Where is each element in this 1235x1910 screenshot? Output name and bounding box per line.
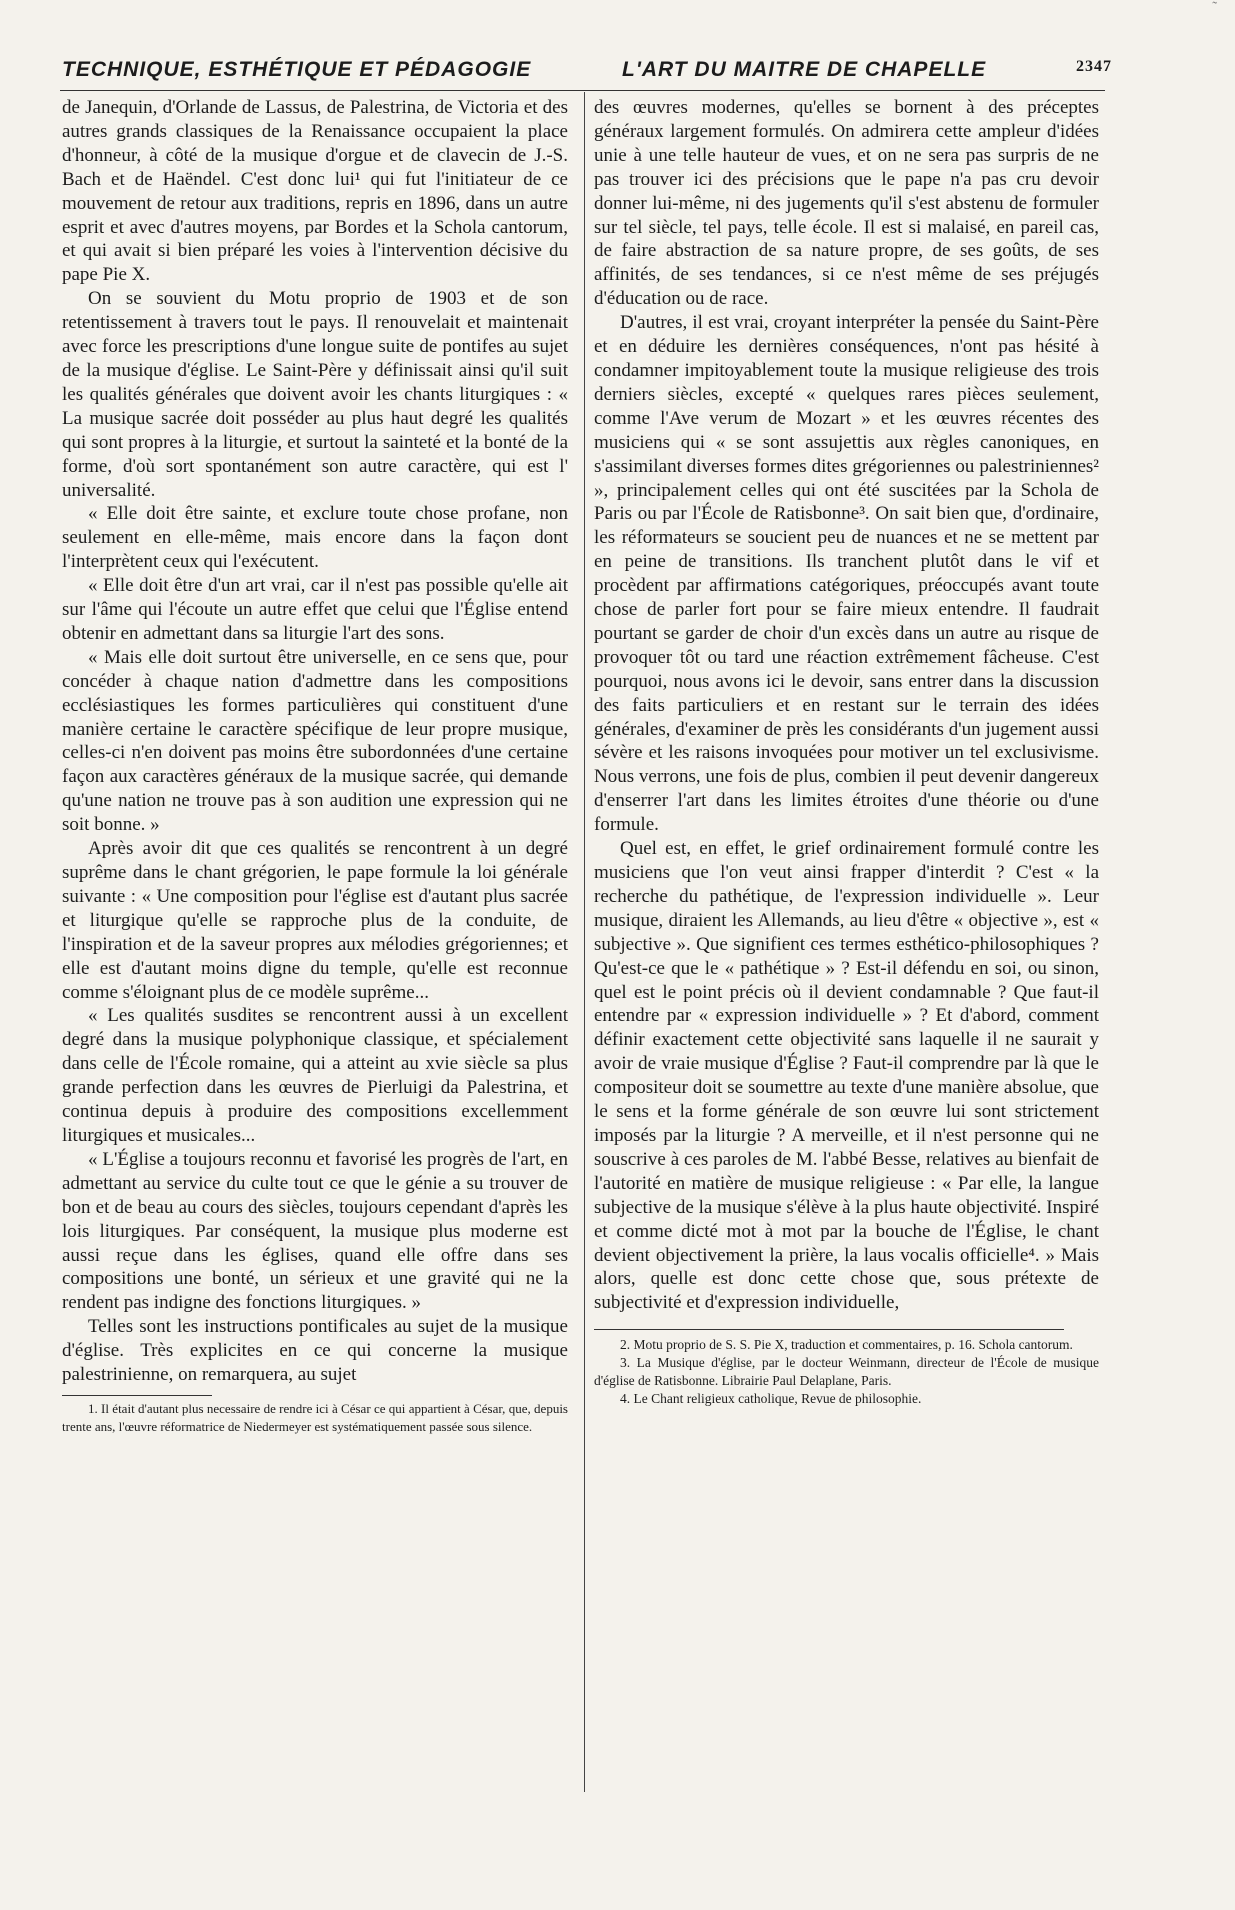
footnote: 3. La Musique d'église, par le docteur Weinmann, directeur de l'École de musique d'église de Ratisbonne. Librairie Paul Delaplane, Paris. bbox=[594, 1355, 1099, 1389]
corner-mark: ˜ bbox=[1212, 0, 1217, 15]
left-column bbox=[62, 96, 568, 1436]
footnote-rule bbox=[594, 1329, 1064, 1330]
footnote: 1. Il était d'autant plus necessaire de rendre ici à César ce qui appartient à César, que, depuis trente ans, l'œuvre réformatrice de Niedermeyer est systématiquement passée sous silence. bbox=[62, 1400, 568, 1434]
header-left-title: TECHNIQUE, ESTHÉTIQUE ET PÉDAGOGIE bbox=[62, 58, 532, 81]
paragraph: « Mais elle doit surtout être universelle, en ce sens que, pour concéder à chaque nation d'admettre dans les compositions ecclésiastiques les formes particulières qui constituent d'une manière certaine le caractère spécifique de leur propre musique, celles-ci n'en doivent pas moins être subordonnées d'une certaine façon aux caractères généraux de la musique sacrée, qui demande qu'une nation ne trouve pas à son audition une expression qui ne soit bonne. » bbox=[62, 646, 568, 836]
header-right-title: L'ART DU MAITRE DE CHAPELLE bbox=[622, 58, 987, 81]
paragraph: de Janequin, d'Orlande de Lassus, de Palestrina, de Victoria et des autres grands classiques de la Renaissance occupaient la place d'honneur, à côté de la musique d'orgue et de clavecin de J.-S. Bach et de Haëndel. C'est donc lui¹ qui fut l'initiateur de ce mouvement de retour aux traditions, repris en 1896, dans un autre esprit et avec d'autres moyens, par Bordes et la Schola cantorum, et qui avait si bien préparé les voies à l'intervention décisive du pape Pie X. bbox=[62, 97, 568, 286]
footnote-rule bbox=[62, 1395, 212, 1396]
footnote: 4. Le Chant religieux catholique, Revue de philosophie. bbox=[620, 1391, 922, 1407]
paragraph: Telles sont les instructions pontificales au sujet de la musique d'église. Très explicites en ce qui concerne la musique palestrinienne, on remarquera, au sujet bbox=[62, 1316, 568, 1386]
column-divider bbox=[584, 92, 585, 1792]
running-header bbox=[62, 58, 1112, 88]
paragraph: « L'Église a toujours reconnu et favorisé les progrès de l'art, en admettant au service du culte tout ce que le génie a su trouver de bon et de beau au cours des siècles, toujours cependant d'après les lois liturgiques. Par conséquent, la musique plus moderne est aussi reçue dans les églises, quand elle offre dans ses compositions une bonté, un sérieux et une gravité qui ne la rendent pas indigne des fonctions liturgiques. » bbox=[62, 1148, 568, 1314]
paragraph: des œuvres modernes, qu'elles se bornent à des préceptes généraux largement formulés. On admirera cette ampleur d'idées unie à une telle hauteur de vues, et on ne sera pas surpris de ne pas trouver ici des précisions que le pape n'a pas cru devoir donner lui-même, ni des jugements qu'il s'est abstenu de formuler sur tel siècle, tel pays, telle école. Il est si malaisé, en pareil cas, de faire abstraction de sa nature propre, de ses goûts, de ses affinités, de ses tendances, si ce n'est même de ses préjugés d'éducation ou de race. bbox=[594, 97, 1099, 310]
paragraph: On se souvient du Motu proprio de 1903 et de son retentissement à travers tout le pays. Il renouvelait et maintenait avec force les prescriptions d'une longue suite de pontifes au sujet de la musique d'église. Le Saint-Père y définissait ainsi qu'il suit les qualités générales que doivent avoir les chants liturgiques : « La musique sacrée doit posséder au plus haut degré les qualités qui sont propres à la liturgie, et surtout la sainteté et la bonté de la forme, d'où sort spontanément son autre caractère, qui est l' universalité. bbox=[62, 288, 568, 501]
paragraph: « Les qualités susdites se rencontrent aussi à un excellent degré dans la musique polyphonique classique, et spécialement dans celle de l'École romaine, qui a atteint au xvie siècle sa plus grande perfection dans les œuvres de Pierluigi da Palestrina, et continua depuis à produire des compositions excellemment liturgiques et musicales... bbox=[62, 1005, 568, 1146]
paragraph: « Elle doit être d'un art vrai, car il n'est pas possible qu'elle ait sur l'âme qui l'écoute un autre effet que celui que l'Église entend obtenir en admettant dans sa liturgie l'art des sons. bbox=[62, 575, 568, 644]
right-column bbox=[594, 96, 1099, 1408]
paragraph: Après avoir dit que ces qualités se rencontrent à un degré suprême dans le chant grégorien, le pape formule la loi générale suivante : « Une composition pour l'église est d'autant plus sacrée et liturgique qu'elle se rapproche plus de la conduite, de l'inspiration et de la saveur propres aux mélodies grégoriennes; et elle est d'autant moins digne du temple, qu'elle est reconnue comme s'éloignant plus de ce modèle suprême... bbox=[62, 838, 568, 1003]
paragraph: « Elle doit être sainte, et exclure toute chose profane, non seulement en elle-même, mais encore dans la façon dont l'interprètent ceux qui l'exécutent. bbox=[62, 503, 568, 573]
paragraph: Quel est, en effet, le grief ordinairement formulé contre les musiciens que l'on veut ainsi frapper d'interdit ? C'est « la recherche du pathétique, de l'expression individuelle ». Leur musique, diraient les Allemands, au lieu d'être « objective », est « subjective ». Que signifient ces termes esthético-philosophiques ? Qu'est-ce que le « pathétique » ? Est-il défendu en soi, ou sinon, quel est le point précis où il devient condamnable ? Que faut-il entendre par « expression individuelle » ? Et d'abord, comment définir exactement cette objectivité sans laquelle il ne saurait y avoir de vraie musique d'Église ? Faut-il comprendre par là que le compositeur doit se soumettre au texte d'une manière absolue, que le sens et la forme générale de son œuvre lui sont strictement imposés par la liturgie ? A merveille, et il n'est personne qui ne souscrive à ces paroles de M. l'abbé Besse, relatives au bienfait de l'autorité en matière de musique religieuse : « Par elle, la langue subjective de la musique s'élève à la plus haute objectivité. Inspiré et comme dicté mot à mot par la bouche de l'Église, le chant devient objectivement la prière, la laus vocalis officielle⁴. » Mais alors, quelle est donc cette chose que, sous prétexte de subjectivité et d'expression individuelle, bbox=[594, 838, 1099, 1314]
header-rule bbox=[60, 90, 1105, 91]
paragraph: D'autres, il est vrai, croyant interpréter la pensée du Saint-Père et en déduire les dernières conséquences, n'ont pas hésité à condamner impitoyablement toute la musique religieuse des trois derniers siècles, excepté « quelques rares pièces seulement, comme l'Ave verum de Mozart » et les œuvres récentes des musiciens qui « se sont assujettis aux règles canoniques, en s'assimilant diverses formes dites grégoriennes ou palestriniennes² », principalement celles qui ont été suscitées par la Schola de Paris ou par l'École de Ratisbonne³. On sait bien que, d'ordinaire, les réformateurs se soucient peu de nuances et ne se mettent par en peine de transitions. Ils tranchent plutôt dans le vif et procèdent par affirmations catégoriques, préoccupés avant toute chose de parler fort pour se faire mieux entendre. Il faudrait pourtant se garder de choir d'un excès dans un autre au risque de provoquer tôt ou tard une réaction extrêmement fâcheuse. C'est pourquoi, nous avons ici le devoir, sans entrer dans la discussion des faits particuliers et en restant sur le terrain des idées générales, d'examiner de près les considérants d'un jugement aussi sévère et les raisons invoquées pour motiver un tel exclusivisme. Nous verrons, une fois de plus, combien il peut devenir dangereux d'enserrer l'art dans les limites étroites d'une théorie ou d'une formule. bbox=[594, 312, 1099, 836]
footnote: 2. Motu proprio de S. S. Pie X, traduction et commentaires, p. 16. Schola cantorum. bbox=[620, 1337, 1073, 1353]
page-number: 2347 bbox=[1076, 58, 1112, 75]
